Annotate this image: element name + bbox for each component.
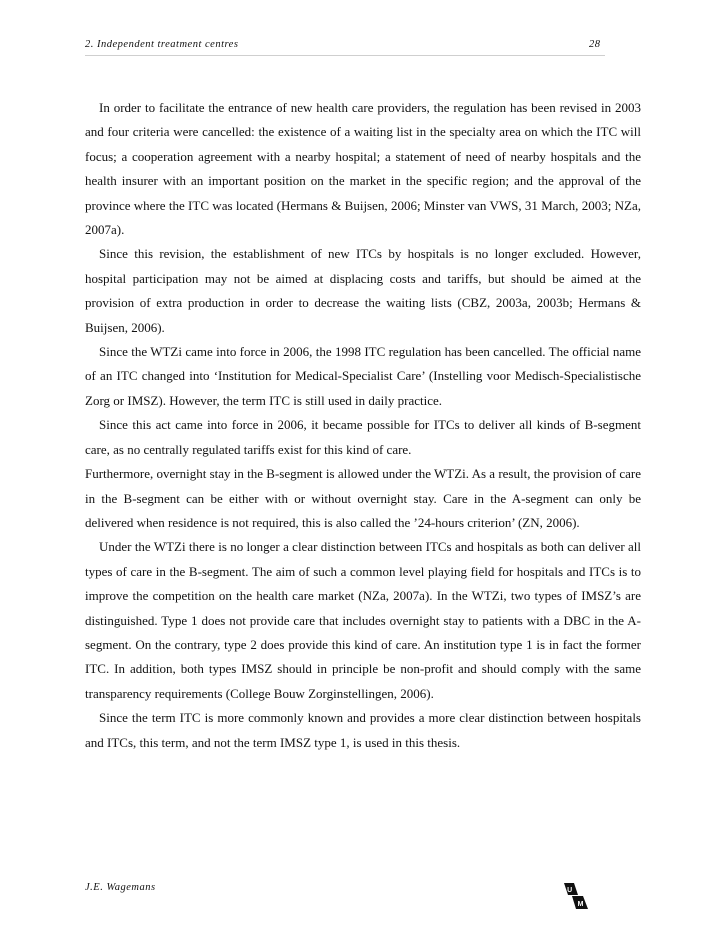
page-number: 28 [589, 39, 601, 50]
body-text [85, 96, 641, 755]
header-divider [85, 55, 605, 56]
university-maastricht-logo-icon [560, 881, 590, 911]
chapter-title: 2. Independent treatment centres [85, 39, 239, 50]
paragraph: Since this revision, the establishment of new ITCs by hospitals is no longer excluded. However, hospital participation may not be aimed at displacing costs and tariffs, but should be aimed at the provision of extra production in order to decrease the waiting lists (CBZ, 2003a, 2003b; Hermans & Buijsen, 2006). [85, 246, 641, 335]
footer-author: J.E. Wagemans [85, 882, 156, 893]
paragraph: Furthermore, overnight stay in the B-segment is allowed under the WTZi. As a result, the provision of care in the B-segment can be either with or without overnight stay. Care in the A-segment can only be delivered when residence is not required, this is also called the ’24-hours criterion’ (ZN, 2006). [85, 466, 641, 530]
paragraph: Under the WTZi there is no longer a clear distinction between ITCs and hospitals as both can deliver all types of care in the B-segment. The aim of such a common level playing field for hospitals and ITCs is to improve the competition on the health care market (NZa, 2007a). In the WTZi, two types of IMSZ’s are distinguished. Type 1 does not provide care that includes overnight stay to patients with a DBC in the A-segment. On the contrary, type 2 does provide this kind of care. An institution type 1 is in fact the former ITC. In addition, both types IMSZ should in principle be non-profit and should comply with the same transparency requirements (College Bouw Zorginstellingen, 2006). [85, 539, 641, 701]
paragraph: Since the term ITC is more commonly known and provides a more clear distinction between hospitals and ITCs, this term, and not the term IMSZ type 1, is used in this thesis. [85, 710, 641, 750]
page-header [85, 38, 645, 52]
logo-letter-u: U [567, 887, 573, 894]
paragraph: Since this act came into force in 2006, it became possible for ITCs to deliver all kinds of B-segment care, as no centrally regulated tariffs exist for this kind of care. [85, 417, 641, 457]
paragraph: Since the WTZi came into force in 2006, the 1998 ITC regulation has been cancelled. The official name of an ITC changed into ‘Institution for Medical-Specialist Care’ (Instelling voor Medisch-Specialistische Zorg or IMSZ). However, the term ITC is still used in daily practice. [85, 344, 641, 408]
logo-letter-m: M [577, 901, 584, 908]
paragraph: In order to facilitate the entrance of new health care providers, the regulation has been revised in 2003 and four criteria were cancelled: the existence of a waiting list in the specialty area on which the ITC will focus; a cooperation agreement with a nearby hospital; a statement of need of nearby hospitals and the health insurer with an important position on the market in the specific region; and the approval of the province where the ITC was located (Hermans & Buijsen, 2006; Minster van VWS, 31 March, 2003; NZa, 2007a). [85, 100, 641, 238]
